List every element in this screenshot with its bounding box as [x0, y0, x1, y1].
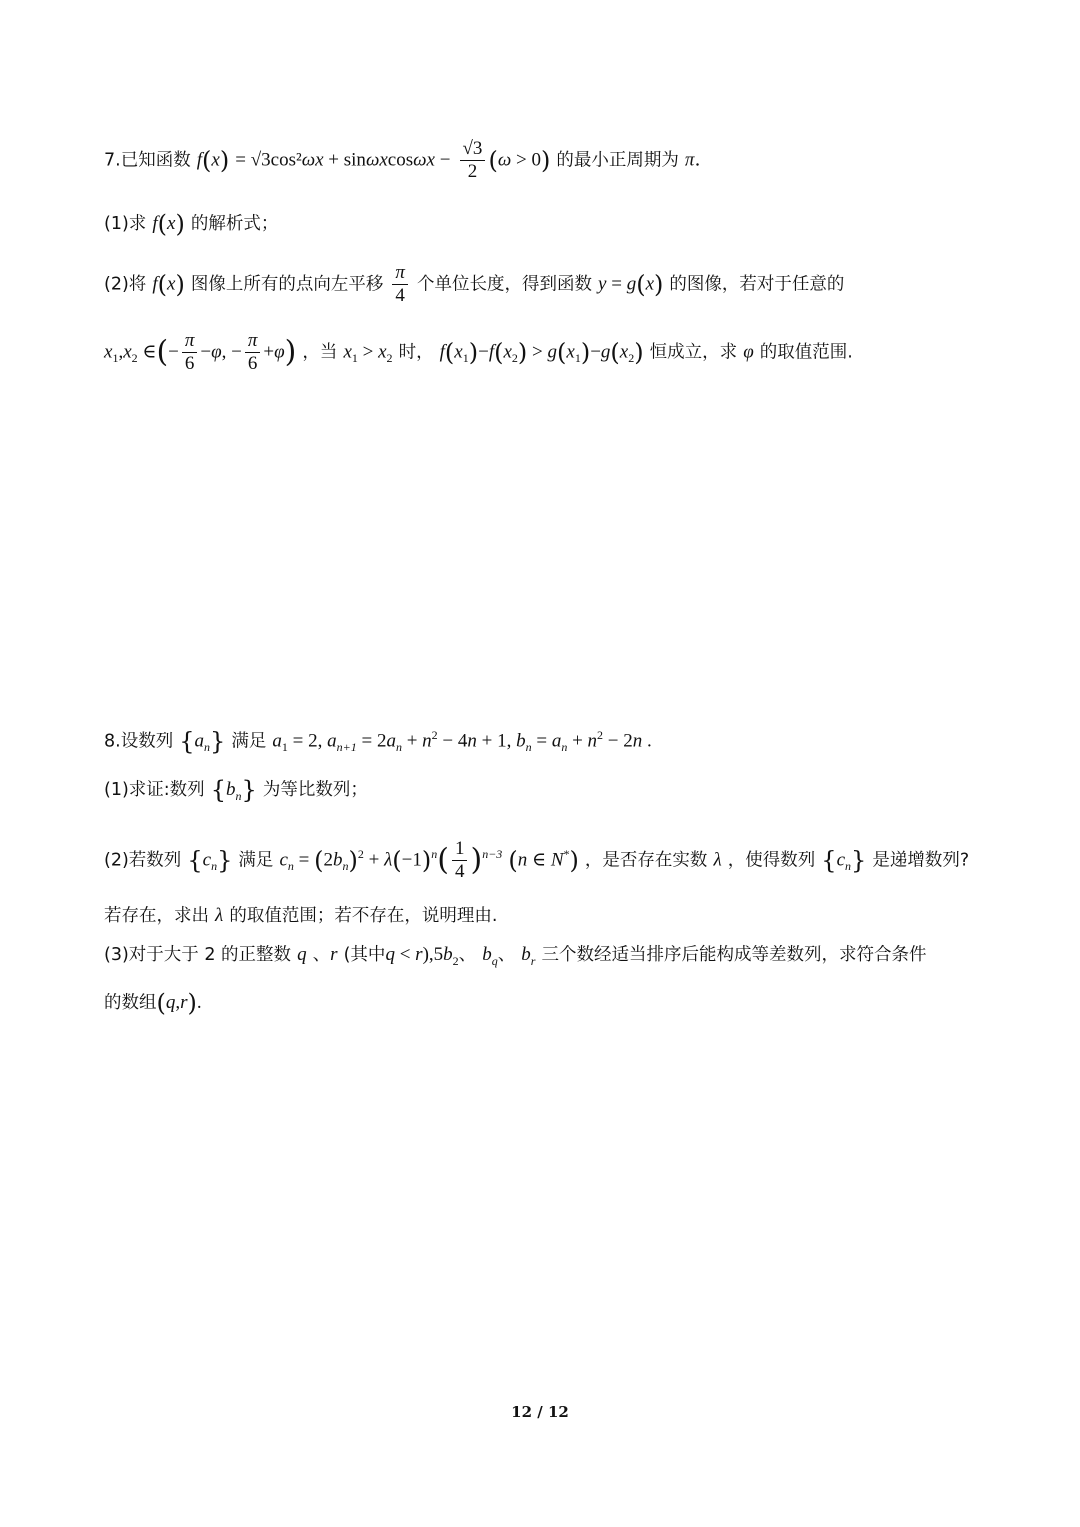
problem8-part2-mid: 满足 [238, 850, 274, 871]
problem8-intro-mid: 满足 [231, 731, 267, 752]
problem7-part2-end2: 的取值范围. [759, 342, 853, 363]
problem7-part1-prefix: (1)求 [104, 214, 147, 234]
problem8-part3-paren: (其中 [343, 945, 386, 965]
problem8-part3-prefix: (3)对于大于 2 的正整数 [104, 945, 292, 965]
problem8-part2-line2b: 的取值范围；若不存在，说明理由. [229, 906, 498, 926]
problem7-part2-end1: 恒成立，求 [649, 342, 738, 363]
problem7-part2-mid2: 个单位长度，得到函数 [416, 274, 592, 295]
problem8-part3-sep-1: 、 [312, 945, 331, 965]
problem8-part2-line1: (2)若数列 $\{c_n\}$ 满足 $c_n = (2b_n)^2 + \lambda(-1)^n$( $\frac{1}{4}$ )$^{n-3}$ (n ∈ N*) ，是否存在实数 λ ，使得数列 $\{c_n\}$ 是递增数列? [104, 838, 970, 882]
problem7-part2-line1: (2)将 f(x) 图像上所有的点向左平移 $\frac{\pi}{4}$ 个单位长度，得到函数 y = g(x) 的图像，若对于任意的 [104, 262, 845, 306]
problem7-part2-when2: 时， [398, 342, 434, 363]
problem8-intro-prefix: 8.设数列 [104, 731, 174, 752]
problem8-part3-sep-2: 、 [458, 945, 477, 965]
problem7-intro-suffix: 的最小正周期为 [556, 150, 679, 171]
problem8-part1: (1)求证:数列 $\{b_n\}$ 为等比数列； [104, 776, 368, 804]
problem8-part1-suffix: 为等比数列； [262, 780, 368, 800]
problem8-part2-line2a: 若存在，求出 [104, 906, 209, 926]
problem8-part2-line2: 若存在，求出 λ 的取值范围；若不存在，说明理由. [104, 905, 498, 926]
problem8-intro: 8.设数列 $\{a_n\}$ 满足 $a_1 = 2$, $a_{n+1} = 2a_n + n^2 - 4n + 1$, $b_n = a_n + n^2 - 2n$ . [104, 727, 652, 756]
problem7-part1: (1)求 f(x) 的解析式； [104, 210, 279, 238]
problem8-part2-q3: 是递增数列? [872, 850, 970, 871]
problem7-intro-end: . [694, 148, 701, 171]
problem8-part3-line1: (3)对于大于 2 的正整数 q 、r (其中$q < r),5b_2$、 $b_q$、 $b_r$ 三个数经适当排序后能构成等差数列，求符合条件 [104, 944, 927, 968]
problem8-part3-list: 三个数经适当排序后能构成等差数列，求符合条件 [541, 945, 927, 965]
problem7-part1-suffix: 的解析式； [190, 214, 279, 234]
page-number: 12 / 12 [511, 1403, 569, 1421]
problem8-part2-prefix: (2)若数列 [104, 850, 182, 871]
problem8-part2-q2: ，使得数列 [727, 850, 816, 871]
problem8-part1-prefix: (1)求证:数列 [104, 780, 205, 800]
problem7-intro: 7.已知函数 f(x) = √3cos²ωx + sinωxcosωx − $\frac{√3}{2}$ (ω > 0) 的最小正周期为 π. [104, 138, 701, 182]
problem8-part2-q1: ，是否存在实数 [584, 850, 708, 871]
problem7-part2-mid3: 的图像，若对于任意的 [669, 274, 845, 295]
problem8-part3-line2: 的数组(q,r). [104, 989, 202, 1017]
problem7-part2-prefix: (2)将 [104, 274, 147, 295]
problem8-part3-line2: 的数组 [104, 993, 157, 1013]
problem7-part2-line2: $x_1,x_2$ ∈(− $\frac{\pi}{6}$ −φ, − $\frac{\pi}{6}$ +φ) ，当 $x_1 > x_2$ 时， $f(x_1)-f(x_2) > g(x_1)-g(x_2)$ 恒成立，求 φ 的取值范围. [104, 330, 853, 374]
problem7-part2-when: ，当 [302, 342, 338, 363]
problem7-intro-prefix: 7.已知函数 [104, 150, 191, 171]
problem7-part2-mid1: 图像上所有的点向左平移 [190, 274, 384, 295]
problem8-part3-sep-3: 、 [497, 945, 516, 965]
